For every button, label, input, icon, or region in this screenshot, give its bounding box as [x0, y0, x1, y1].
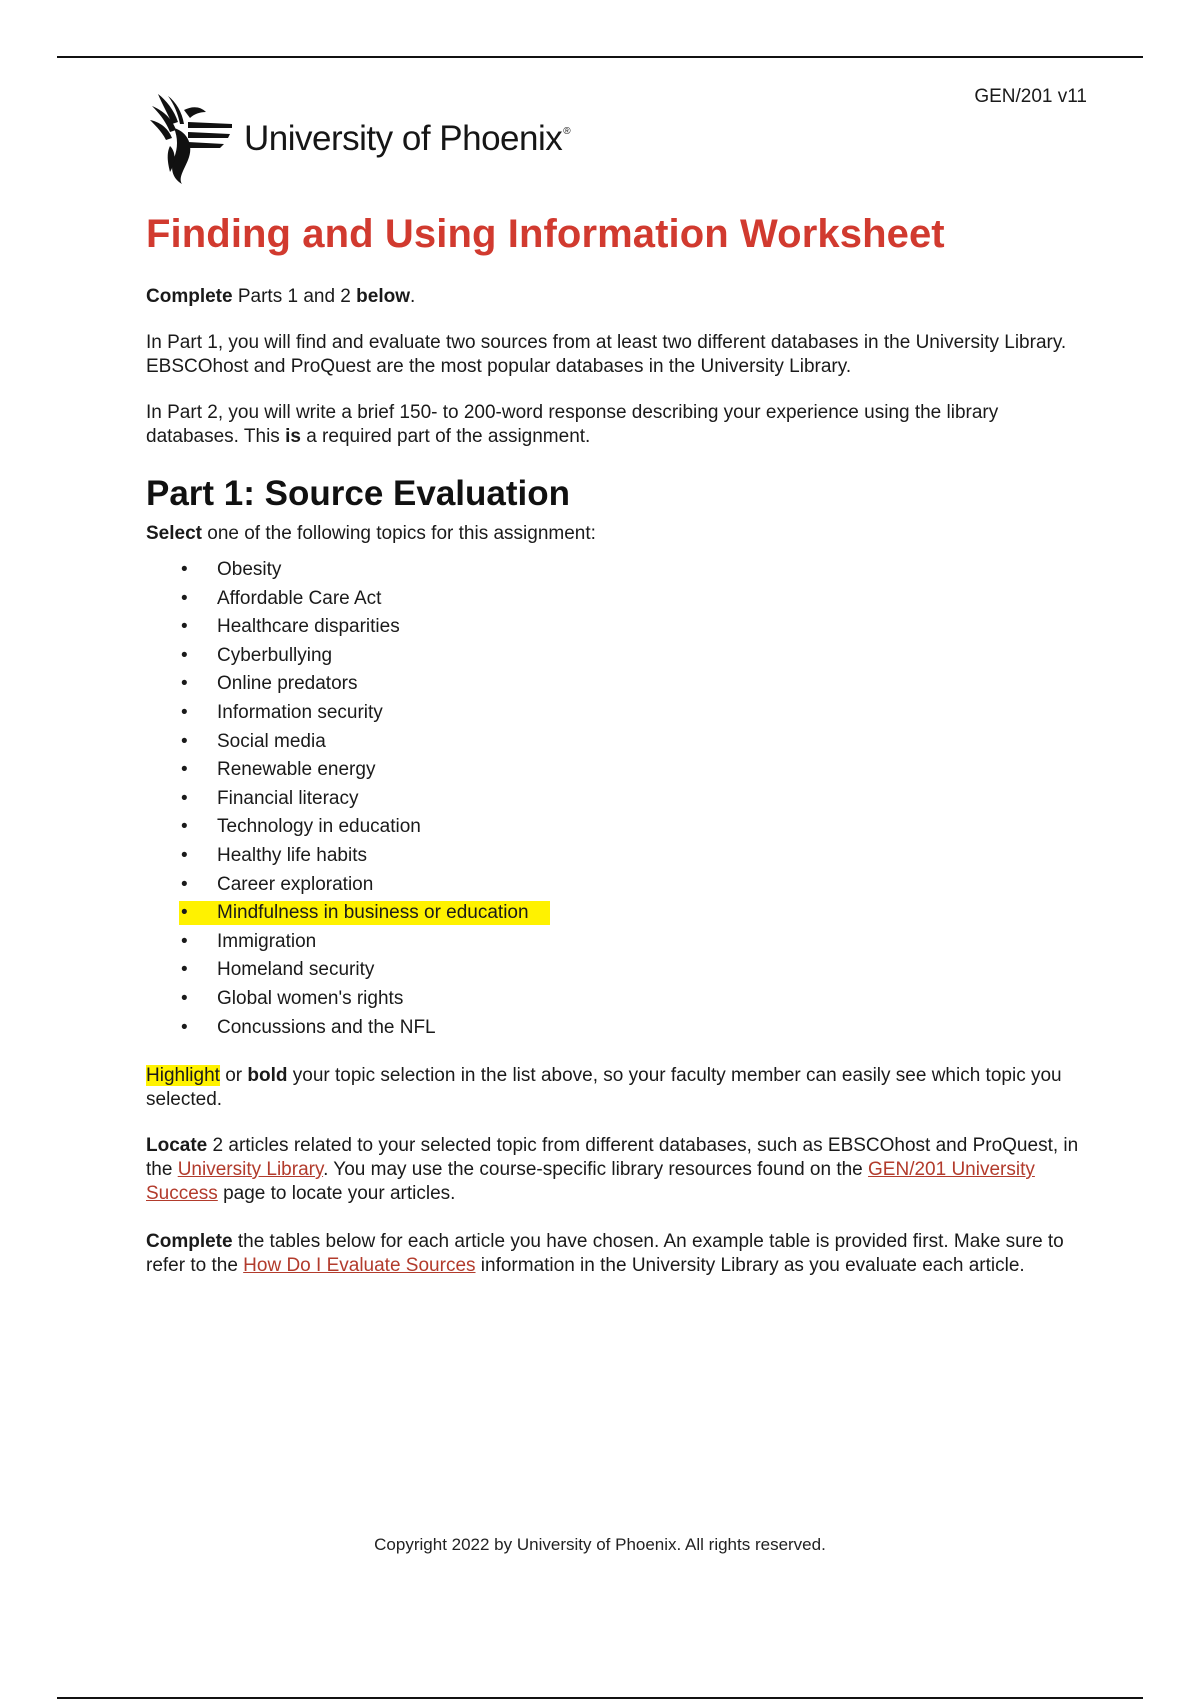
list-item: • Obesity — [181, 559, 282, 580]
list-item: • Social media — [181, 730, 326, 752]
intro-part2: In Part 2, you will write a brief 150- to 200-word response describing your experience using the library databases. This is a required part of the assignment. — [146, 402, 999, 447]
list-item: • Concussions and the NFL — [181, 1016, 436, 1038]
document-body — [146, 212, 1086, 1278]
list-item: • Career exploration — [181, 873, 374, 895]
university-library-link[interactable]: University Library — [177, 1159, 324, 1181]
list-item: • Affordable Care Act — [181, 587, 382, 609]
top-rule — [57, 56, 1143, 58]
university-success-link[interactable]: GEN/201 University Success — [146, 1159, 1035, 1205]
list-item: • Financial literacy — [181, 787, 359, 809]
logo-wordmark: University of Phoenix® — [244, 119, 571, 158]
list-item: • Homeland security — [181, 959, 375, 981]
intro-complete: Complete Parts 1 and 2 below. — [146, 286, 416, 307]
list-item: • Healthy life habits — [181, 844, 367, 866]
page-title: Finding and Using Information Worksheet — [146, 212, 945, 256]
course-code: GEN/201 v11 — [974, 86, 1087, 107]
list-item: • Renewable energy — [181, 759, 376, 781]
phoenix-bird-icon — [148, 88, 234, 184]
bottom-rule — [57, 1697, 1143, 1699]
list-item: • Cyberbullying — [181, 644, 333, 666]
list-item: • Technology in education — [181, 816, 421, 838]
locate-instruction: Locate 2 articles related to your selected topic from different databases, such as EBSCOhost and ProQuest, in the University Library. You may use the course-specific library resources found on the GEN/201 University Success page to locate your articles. — [146, 1135, 1079, 1205]
intro-part1: In Part 1, you will find and evaluate two sources from at least two different databases in the University Library. EBSCOhost and ProQuest are the most popular databases in the University Library. — [146, 332, 1067, 377]
list-item-selected-topic: • Mindfulness in business or education — [146, 899, 1086, 928]
select-instruction: Select one of the following topics for this assignment: — [146, 523, 596, 544]
list-item: • Healthcare disparities — [181, 616, 400, 638]
part1-heading: Part 1: Source Evaluation — [146, 474, 571, 513]
copyright-footer: Copyright 2022 by University of Phoenix. All rights reserved. — [374, 1535, 826, 1554]
highlight-instruction: Highlight or bold your topic selection in the list above, so your faculty member can easily see which topic you selected. — [146, 1065, 1062, 1111]
topic-list — [146, 556, 1086, 1042]
university-logo — [148, 88, 570, 184]
complete-instruction: Complete the tables below for each article you have chosen. An example table is provided first. Make sure to refer to the How Do I Evaluate Sources information in the University Library as you evaluate each article. — [146, 1231, 1064, 1277]
list-item: • Online predators — [181, 673, 358, 695]
list-item: • Immigration — [181, 930, 317, 952]
list-item: • Information security — [181, 701, 383, 723]
evaluate-sources-link[interactable]: How Do I Evaluate Sources — [243, 1255, 476, 1277]
list-item: • Global women's rights — [181, 987, 404, 1009]
